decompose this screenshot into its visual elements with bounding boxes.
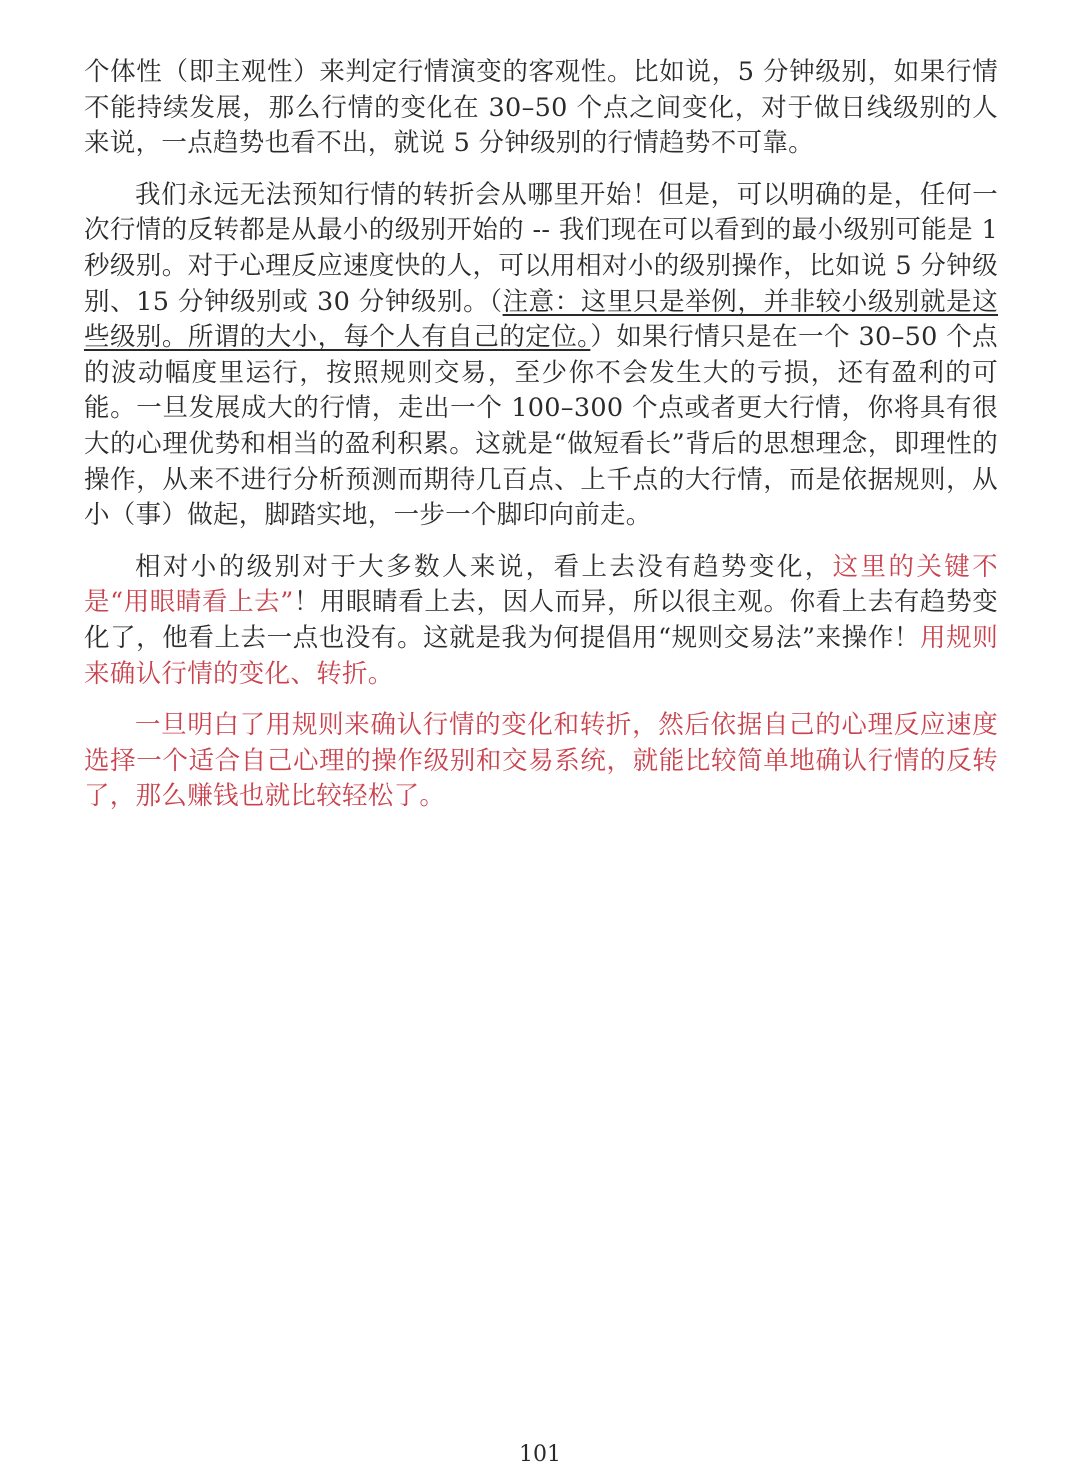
- paragraph-text: 我们永远无法预知行情的转折会从哪里开始！但是，可以明确的是，任何一次行情的反转都是从最小的级别开始的 -- 我们现在可以看到的最小级别可能是 1 秒级别。对于心理反应速度快的人，可以用相对小的级别操作，比如说 5 分钟级别、15 分钟级别或 30 分钟级别。（: [84, 179, 998, 317]
- document-page: [84, 55, 998, 815]
- paragraph-conclusion: [84, 708, 998, 815]
- paragraph-continuation: [84, 55, 998, 162]
- highlighted-text: 用规则来确认行情的变化、转折。: [84, 622, 998, 689]
- underlined-note: 注意：这里只是举例，并非较小级别就是这些级别。所谓的大小，每个人有自己的定位。: [84, 286, 998, 353]
- paragraph-text: ！用眼睛看上去，因人而异，所以很主观。你看上去有趋势变化了，他看上去一点也没有。这就是我为何提倡用“规则交易法”来操作！: [84, 587, 998, 653]
- paragraph-turning-point: [84, 178, 998, 534]
- page-number: 101: [519, 1442, 561, 1467]
- paragraph-rule-trading: [84, 550, 998, 692]
- highlighted-text: 一旦明白了用规则来确认行情的变化和转折，然后依据自己的心理反应速度选择一个适合自己心理的操作级别和交易系统，就能比较简单地确认行情的反转了，那么赚钱也就比较轻松了。: [84, 710, 998, 812]
- highlighted-text: 这里的关键不是“用眼睛看上去”: [84, 551, 998, 618]
- paragraph-text: ）如果行情只是在一个 30–50 个点的波动幅度里运行，按照规则交易，至少你不会发生大的亏损，还有盈利的可能。一旦发展成大的行情，走出一个 100–300 个点或者更大行情，你将具有很大的心理优势和相当的盈利积累。这就是“做短看长”背后的思想理念，即理性的操作，从来不进行分析预测而期待几百点、上千点的大行情，而是依据规则，从小（事）做起，脚踏实地，一步一个脚印向前走。: [84, 322, 998, 531]
- paragraph-text: 个体性（即主观性）来判定行情演变的客观性。比如说，5 分钟级别，如果行情不能持续发展，那么行情的变化在 30–50 个点之间变化，对于做日线级别的人来说，一点趋势也看不出，就说 5 分钟级别的行情趋势不可靠。: [84, 57, 998, 159]
- paragraph-text: 相对小的级别对于大多数人来说，看上去没有趋势变化，: [135, 551, 833, 582]
